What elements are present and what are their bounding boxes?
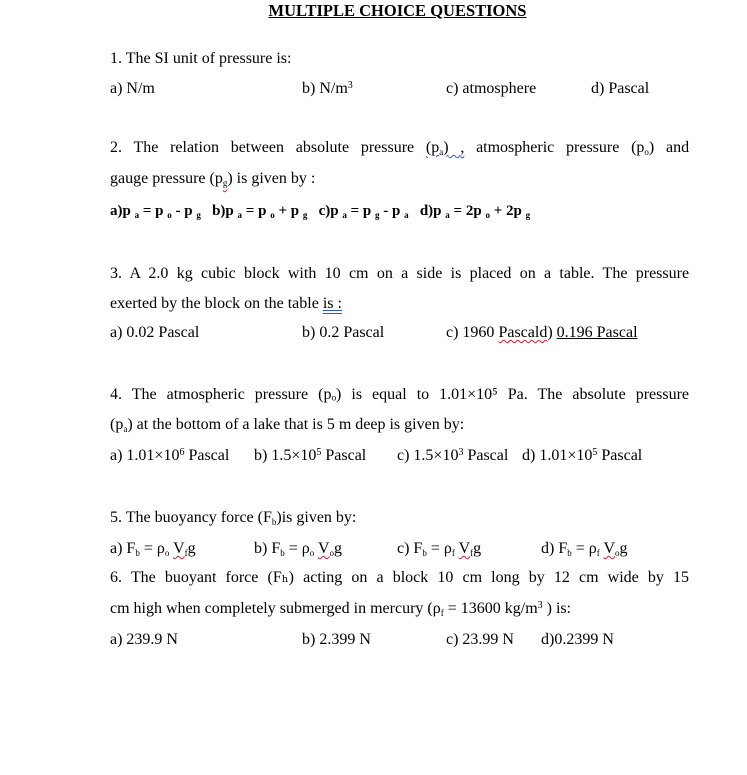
q6-option-d: d)0.2399 N: [541, 631, 614, 648]
q1-option-b: b) $N/m^3$: [302, 80, 353, 97]
q5-option-b: b) $F_b = \rho_o$ $V_og$: [254, 540, 343, 558]
q6-option-b: b) 2.399 N: [302, 631, 371, 648]
q5-option-d: d) $F_b = \rho_f$ $V_og$: [541, 540, 628, 558]
q1-option-d: d) Pascal: [591, 80, 650, 97]
q3-stem-line2: exerted by the block on the table is :: [110, 295, 342, 312]
q5-option-c: c) $F_b = \rho_f$ $V_fg$: [397, 540, 482, 558]
q1-option-c: c) atmosphere: [446, 80, 537, 97]
q4-option-b: b) $1.5\times 10^5$ Pascal: [254, 447, 367, 464]
q3-option-d: 0.196 Pascal: [556, 324, 638, 341]
q5-stem: 5. The buoyancy force $(F_b)is$ given by:: [110, 509, 357, 527]
q2-option-d: d)p $_a$ = 2p $_o$ + 2p $_g$: [419, 203, 531, 220]
q4-option-c: c) $1.5\times 10^3$ Pascal: [397, 447, 509, 464]
q3-option-c: c) 1960 Pascald) 0.196 Pascal: [446, 324, 638, 341]
q4-option-a: a) $1.01\times 10^6$ Pascal: [110, 447, 230, 464]
q4-stem-line2: $(p_a)$ at the bottom of a lake that is 5 m deep is given by:: [110, 416, 465, 434]
q4-stem-line1: 4. The atmospheric pressure (pₒ) is equal to 1.01×10⁵ Pa. The absolute pressure: [110, 386, 689, 403]
q1-stem: 1. The SI unit of pressure is:: [110, 50, 292, 67]
q6-option-a: a) 239.9 N: [110, 631, 178, 648]
q5-option-a: a) $F_b = \rho_o$ $V_fg$: [110, 540, 196, 558]
q2-option-c: c)p $_a$ = p $_g$ - p $_a$: [318, 203, 409, 220]
q6-option-c: c) 23.99 N: [446, 631, 514, 648]
q4-option-d: d) $1.01\times 10^5$ Pascal: [522, 447, 643, 464]
q3-option-a: a) 0.02 Pascal: [110, 324, 200, 341]
q6-stem-line1: 6. The buoyant force (Fₕ) acting on a block 10 cm long by 12 cm wide by 15: [110, 569, 690, 586]
q2-option-a: a)p $_a$ = p $_o$ - p $_g$: [110, 203, 201, 220]
q3-option-b: b) 0.2 Pascal: [302, 324, 385, 341]
q2-option-b: b)p $_a$ = p $_o$ + p $_g$: [212, 203, 308, 220]
q2-options: [110, 201, 530, 225]
q2-stem-line1: 2. The relation between absolute pressure $(p_a)$ , atmospheric pressure $(p_o)$ and: [110, 139, 690, 157]
q2-stem-line2: gauge pressure $(p_g)$ is given by :: [110, 170, 316, 188]
q3-stem-line1: 3. A 2.0 kg cubic block with 10 cm on a side is placed on a table. The pressure: [110, 265, 690, 282]
q6-stem-line2: cm high when completely submerged in mercury ($\rho_f = 13600$ $kg/m^3$ ) is:: [110, 600, 572, 618]
q1-option-a: a) N/m: [110, 80, 155, 97]
page-title: MULTIPLE CHOICE QUESTIONS: [268, 1, 527, 20]
